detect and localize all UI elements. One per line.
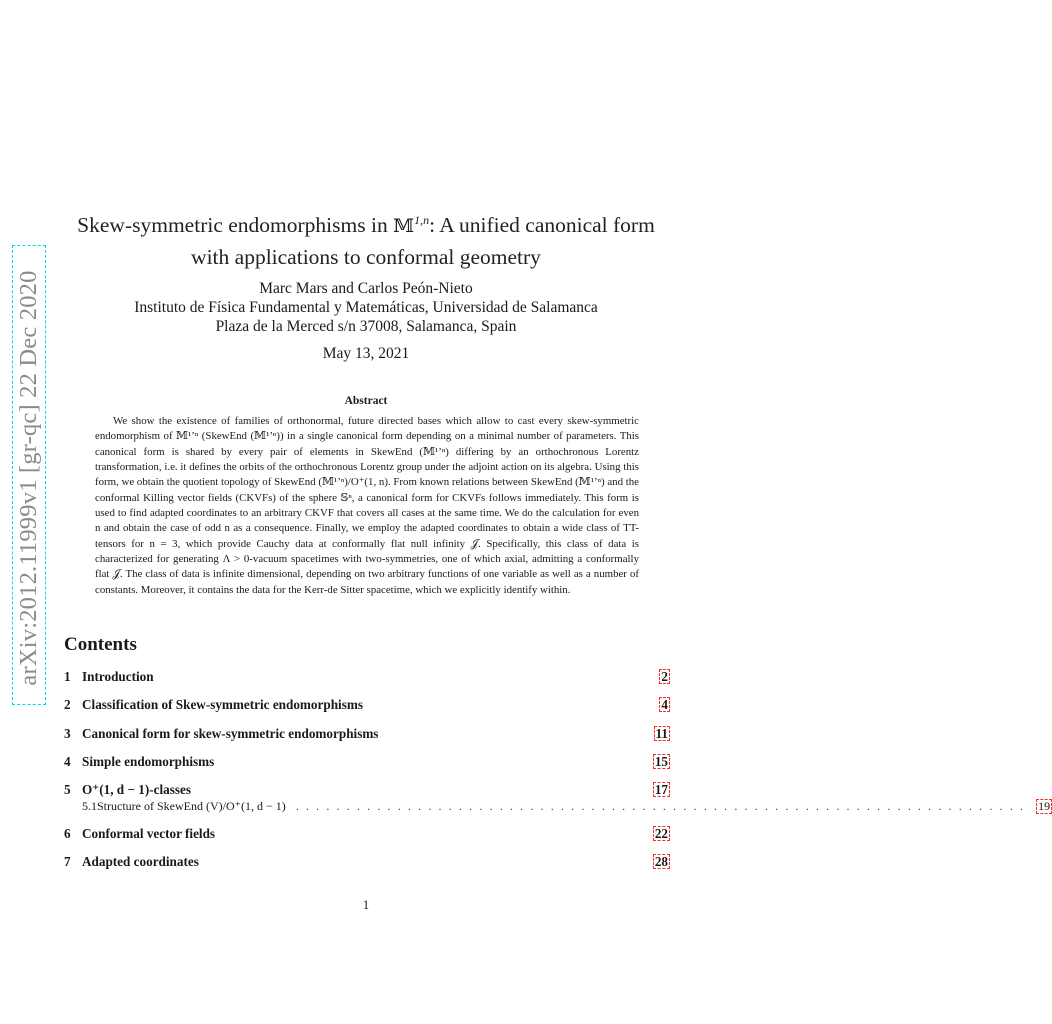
toc-page-link[interactable]: 17 <box>654 782 668 797</box>
toc-entry-title: Classification of Skew-symmetric endomorphisms <box>82 697 363 712</box>
toc-entry-title: Adapted coordinates <box>82 854 199 869</box>
toc-entry-number: 2 <box>64 697 71 712</box>
title-line2: with applications to conformal geometry <box>191 245 541 270</box>
title-part1: Skew-symmetric endomorphisms in <box>77 213 394 238</box>
affiliation: Instituto de Física Fundamental y Matemáticas, Universidad de Salamanca <box>134 299 598 316</box>
toc-subentry[interactable] <box>82 799 1051 815</box>
page-number: 1 <box>362 898 370 912</box>
toc-entry-number: 6 <box>64 826 71 841</box>
toc-page-link[interactable]: 19 <box>1038 799 1051 813</box>
toc-subentry-number: 5.1 <box>82 799 97 813</box>
paper-title <box>60 205 672 273</box>
toc-entry[interactable] <box>64 669 670 687</box>
toc-leader-dots: ........................................................................ <box>295 799 1031 813</box>
author-block <box>60 279 672 336</box>
toc-entry-number: 7 <box>64 854 71 869</box>
toc-subentry-title: Structure of SkewEnd (V)/O⁺(1, d − 1) <box>97 799 286 813</box>
toc-entry[interactable] <box>64 726 670 744</box>
toc-entry-title: Simple endomorphisms <box>82 754 215 769</box>
toc-entry-number: 3 <box>64 726 71 741</box>
paper-date: May 13, 2021 <box>322 345 410 362</box>
toc-page-link[interactable]: 15 <box>654 754 668 769</box>
toc-entry[interactable] <box>64 697 670 715</box>
title-superscript: 1,n <box>414 213 430 227</box>
toc-entry-title: Conformal vector fields <box>82 826 216 841</box>
toc-entry-title: O⁺(1, d − 1)-classes <box>82 782 191 797</box>
toc-entry[interactable] <box>64 826 670 844</box>
toc-entry-number: 1 <box>64 669 71 684</box>
toc-page-link[interactable]: 11 <box>655 726 668 741</box>
address: Plaza de la Merced s/n 37008, Salamanca, Spain <box>215 318 517 335</box>
toc-entry-title: Canonical form for skew-symmetric endomorphisms <box>82 726 379 741</box>
title-blackboard-m: 𝕄 <box>393 215 415 238</box>
arxiv-identifier: arXiv:2012.11999v1 [gr-qc] 22 Dec 2020 <box>15 270 42 686</box>
toc-entry-number: 4 <box>64 754 71 769</box>
abstract-heading: Abstract <box>344 395 388 407</box>
toc-page-link[interactable]: 4 <box>661 697 668 712</box>
toc-entry-title: Introduction <box>82 669 154 684</box>
toc-entry[interactable] <box>64 754 670 772</box>
authors: Marc Mars and Carlos Peón-Nieto <box>259 280 473 297</box>
title-part2: : A unified canonical form <box>429 213 655 238</box>
toc-page-link[interactable]: 22 <box>654 826 668 841</box>
abstract-text: We show the existence of families of orthonormal, future directed bases which allow to cast every skew-symmetric endomorphism of 𝕄¹ʼⁿ (SkewEnd (𝕄¹ʼⁿ)) in a single canonical form depending on a minimal number of parameters. This canonical form is shared by every pair of elements in SkewEnd (𝕄¹ʼⁿ) differing by an orthochronous Lorentz transformation, i.e. it defines the orbits of the orthochronous Lorentz group under the adjoint action on its algebra. Using this form, we obtain the quotient topology of SkewEnd (𝕄¹ʼⁿ)/O⁺(1, n). From known relations between SkewEnd (𝕄¹ʼⁿ) and the conformal Killing vector fields (CKVFs) of the sphere 𝕊ⁿ, a canonical form for CKVFs follows immediately. This form is used to find adapted coordinates to an arbitrary CKVF that covers all cases at the same time. We do the calculation for even n and obtain the case of odd n as a consequence. Finally, we employ the adapted coordinates to obtain a wide class of TT-tensors for n = 3, which provide Cauchy data at conformally flat null infinity 𝒥. Specifically, this class of data is characterized for generating Λ > 0-vacuum spacetimes with two-symmetries, one of which axial, admitting a conformally flat 𝒥. The class of data is infinite dimensional, depending on two arbitrary functions of one variable as well as a number of constants. Moreover, it contains the data for the Kerr-de Sitter spacetime, which we explicitly identify within. <box>95 415 639 596</box>
toc-page-link[interactable]: 2 <box>661 669 668 684</box>
contents-heading: Contents <box>64 634 137 655</box>
toc-entry[interactable] <box>64 782 670 800</box>
toc-entry-number: 5 <box>64 782 71 797</box>
toc-page-link[interactable]: 28 <box>654 854 668 869</box>
toc-entry[interactable] <box>64 854 670 872</box>
